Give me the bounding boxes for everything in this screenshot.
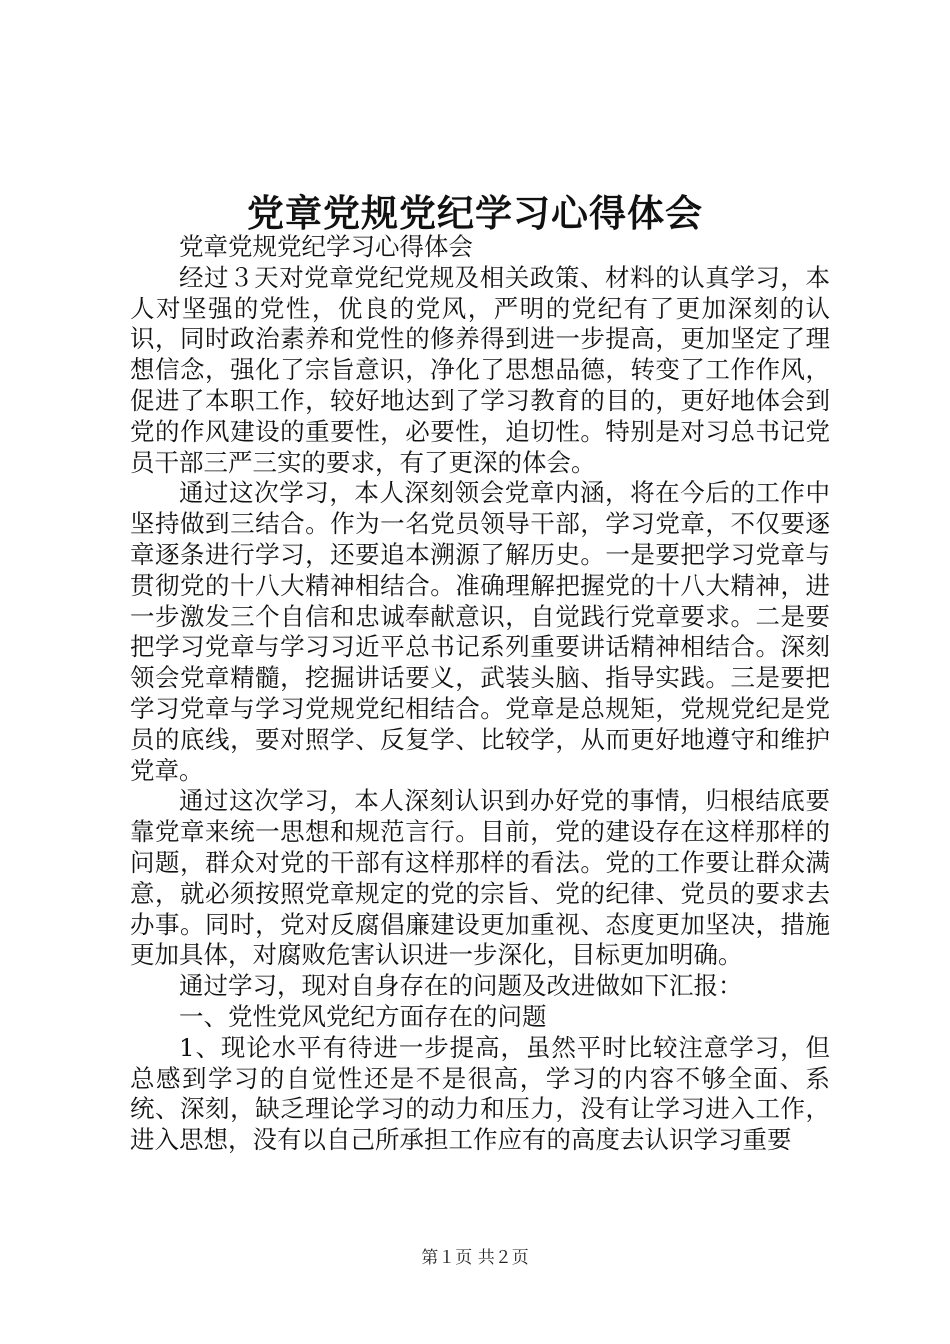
paragraph: 党章党规党纪学习心得体会 [179,232,473,261]
document-body [130,232,830,1156]
paragraph: 通过这次学习，本人深刻领会党章内涵，将在今后的工作中坚持做到三结合。作为一名党员领导干部，学习党章，不仅要逐章逐条进行学习，还要追本溯源了解历史。一是要把学习党章与贯彻党的十八大精神相结合。准确理解把握党的十八大精神，进一步激发三个自信和忠诚奉献意识，自觉践行党章要求。二是要把学习党章与学习习近平总书记系列重要讲话精神相结合。深刻领会党章精髓，挖掘讲话要义，武装头脑、指导实践。三是要把学习党章与学习党规党纪相结合。党章是总规矩，党规党纪是党员的底线，要对照学、反复学、比较学，从而更好地遵守和维护党章。 [130,478,830,785]
document-title: 党章党规党纪学习心得体会 [247,192,703,235]
paragraph: 1、现论水平有待进一步提高，虽然平时比较注意学习，但总感到学习的自觉性还是不是很高，学习的内容不够全面、系统、深刻，缺乏理论学习的动力和压力，没有让学习进入工作，进入思想，没有以自己所承担工作应有的高度去认识学习重要 [130,1032,830,1155]
page-number-footer: 第１页 共２页 [421,1248,529,1268]
section-heading: 一、党性党风党纪方面存在的问题 [179,1001,547,1031]
paragraph: 通过这次学习，本人深刻认识到办好党的事情，归根结底要靠党章来统一思想和规范言行。目前，党的建设存在这样那样的问题，群众对党的干部有这样那样的看法。党的工作要让群众满意，就必须按照党章规定的党的宗旨、党的纪律、党员的要求去办事。同时，党对反腐倡廉建设更加重视、态度更加坚决，措施更加具体，对腐败危害认识进一步深化，目标更加明确。 [130,786,830,970]
paragraph: 通过学习，现对自身存在的问题及改进做如下汇报： [179,971,743,1001]
paragraph: 经过３天对党章党纪党规及相关政策、材料的认真学习，本人对坚强的党性，优良的党风，严明的党纪有了更加深刻的认识，同时政治素养和党性的修养得到进一步提高，更加坚定了理想信念，强化了宗旨意识，净化了思想品德，转变了工作作风，促进了本职工作，较好地达到了学习教育的目的，更好地体会到党的作风建设的重要性，必要性，迫切性。特别是对习总书记党员干部三严三实的要求，有了更深的体会。 [130,262,830,477]
